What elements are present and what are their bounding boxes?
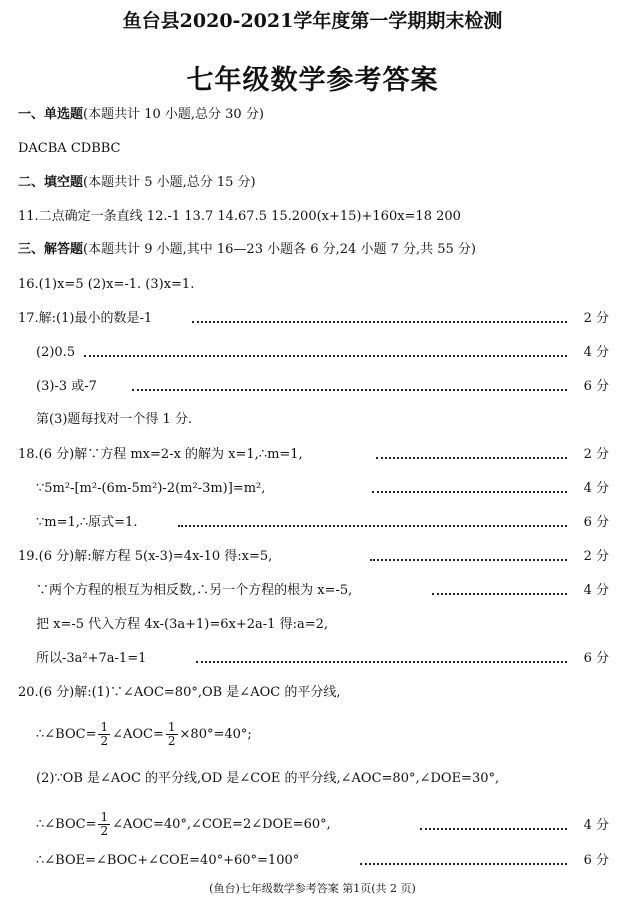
section-title: 二、填空题 [18,175,84,190]
leader-dots [178,525,567,527]
fraction-one-half [98,721,110,748]
q18-line-3: ∵m=1,∴原式=1. [36,515,138,530]
q17-line-3: (3)-3 或-7 [36,379,97,394]
score-label: 4 分 [583,583,609,598]
q20-line-3: (2)∵OB 是∠AOC 的平分线,OD 是∠COE 的平分线,∠AOC=80°,∠DOE=30°, [36,771,500,786]
leader-dots [360,863,567,865]
q17-note: 第(3)题每找对一个得 1 分. [36,412,193,427]
leader-dots [196,661,567,663]
q20-expression: ∴∠BOC= [36,817,97,832]
leader-dots [376,457,567,459]
fraction-one-half [98,811,110,838]
q20-line-1: 20.(6 分)解:(1)∵∠AOC=80°,OB 是∠AOC 的平分线, [18,685,341,700]
score-label: 4 分 [583,818,609,833]
score-label: 2 分 [583,447,609,462]
section-note: (本题共计 9 小题,其中 16—23 小题各 6 分,24 小题 7 分,共 55 分) [83,242,476,257]
q20-expression: ∴∠BOC= [36,727,97,742]
score-label: 4 分 [583,345,609,360]
q20-expression: ∠AOC=40°,∠COE=2∠DOE=60°, [112,817,331,832]
q19-line-3: 把 x=-5 代入方程 4x-(3a+1)=6x+2a-1 得:a=2, [36,617,329,632]
leader-dots [370,559,567,561]
leader-dots [132,389,567,391]
score-label: 2 分 [583,549,609,564]
fraction-denominator: 2 [100,824,109,838]
leader-dots [84,355,567,357]
section-title: 一、单选题 [18,107,84,122]
q16-answer: 16.(1)x=5 (2)x=-1. (3)x=1. [18,277,195,292]
section-single-choice [18,107,611,123]
q20-expression: ×80°=40°; [179,727,252,742]
section-title: 三、解答题 [18,242,84,257]
fraction-denominator: 2 [167,734,176,748]
fraction-numerator: 1 [100,810,109,824]
section-note: (本题共计 5 小题,总分 15 分) [83,175,256,190]
section-problems [18,242,611,258]
q20-expression: ∠AOC= [112,727,164,742]
fraction-denominator: 2 [100,734,109,748]
leader-dots [372,491,567,493]
score-label: 6 分 [583,515,609,530]
q19-line-4: 所以-3a²+7a-1=1 [36,651,147,666]
score-label: 6 分 [583,651,609,666]
q19-line-2: ∵两个方程的根互为相反数,∴另一个方程的根为 x=-5, [36,583,353,598]
q20-line-5: ∴∠BOE=∠BOC+∠COE=40°+60°=100° [36,853,300,868]
section-fill-blank [18,175,611,191]
fraction-numerator: 1 [167,720,176,734]
score-label: 6 分 [583,853,609,868]
answer-key-title: 七年级数学参考答案 [186,65,439,96]
fill-blank-answers: 11.二点确定一条直线 12.-1 13.7 14.67.5 15.200(x+15)+160x=18 200 [18,209,461,224]
exam-title: 鱼台县2020-2021学年度第一学期期末检测 [122,10,503,32]
q18-line-1: 18.(6 分)解∵方程 mx=2-x 的解为 x=1,∴m=1, [18,447,303,462]
fraction-one-half [166,721,178,748]
q18-line-2: ∵5m²-[m²-(6m-5m²)-2(m²-3m)]=m², [36,481,266,496]
leader-dots [432,593,567,595]
single-choice-answers: DACBA CDBBC [18,141,121,156]
score-label: 4 分 [583,481,609,496]
q17-line-2: (2)0.5 [36,345,76,360]
q20-line-4 [36,810,611,840]
score-label: 2 分 [583,311,609,326]
q17-line-1: 17.解:(1)最小的数是-1 [18,311,153,326]
q19-line-1: 19.(6 分)解:解方程 5(x-3)=4x-10 得:x=5, [18,549,273,564]
fraction-numerator: 1 [100,720,109,734]
q20-line-2 [36,720,611,750]
section-note: (本题共计 10 小题,总分 30 分) [83,107,264,122]
leader-dots [192,321,567,323]
page-footer: (鱼台)七年级数学参考答案 第1页(共 2 页) [209,882,416,895]
score-label: 6 分 [583,379,609,394]
leader-dots [420,828,567,830]
